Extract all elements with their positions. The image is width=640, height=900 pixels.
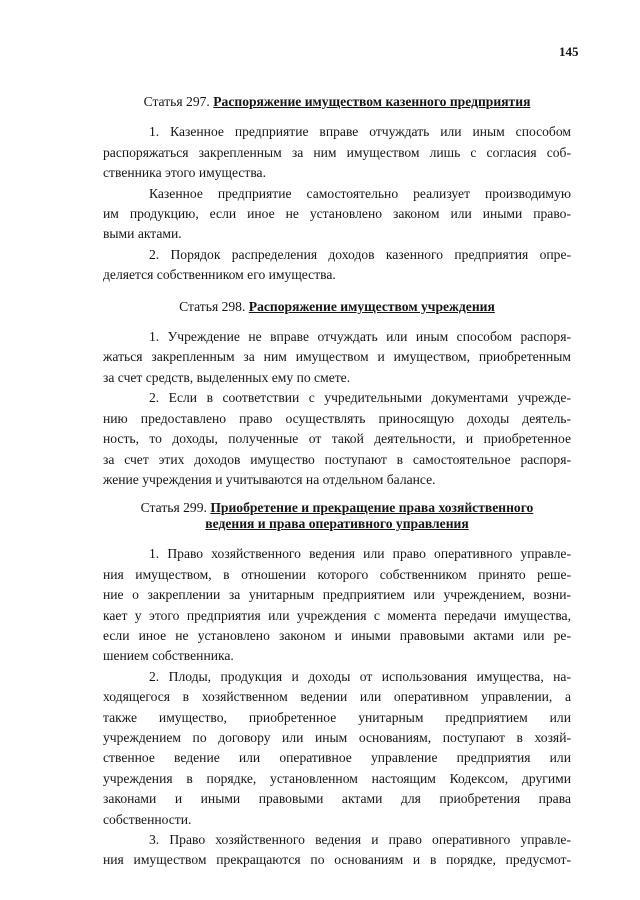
text-line: 2. Если в соответствии с учредительными документами учрежде- <box>149 390 571 406</box>
text-line: 1. Учреждение не вправе отчуждать или иным способом распоря- <box>149 329 571 345</box>
text-line: собственности. <box>103 811 192 827</box>
text-line: ния имуществом, в отношении которого собственником принято реше- <box>103 566 571 582</box>
article-heading-line <box>103 516 571 532</box>
text-line: ность, то доходы, полученные от такой деятельности, и приобретенное <box>103 431 571 447</box>
text-line: 2. Порядок распределения доходов казенного предприятия опре- <box>149 246 571 262</box>
article-298 <box>103 297 571 491</box>
text-line: ственника этого имущества. <box>103 165 266 181</box>
text-line: 2. Плоды, продукция и доходы от использования имущества, на- <box>149 668 571 684</box>
text-line: ственное ведение или оперативное управление предприятия или <box>103 750 571 766</box>
article-heading <box>103 92 571 112</box>
text-line: им продукцию, если иное не установлено законом или иными право- <box>103 206 571 222</box>
article-297 <box>103 92 571 286</box>
page-number: 145 <box>559 44 579 59</box>
text-line: законами и иными правовыми актами для приобретения права <box>103 791 571 807</box>
text-line: также имущество, приобретенное унитарным предприятием или <box>103 709 571 725</box>
text-line: распоряжаться закрепленным за ним имуществом лишь с согласия соб- <box>103 144 571 160</box>
paragraph <box>103 544 571 666</box>
text-line: 1. Казенное предприятие вправе отчуждать или иным способом <box>149 124 571 140</box>
article-label: Статья 297. <box>143 94 210 109</box>
text-line: выми актами. <box>103 226 182 242</box>
article-heading <box>103 297 571 317</box>
article-heading-line <box>103 500 571 516</box>
article-title: Приобретение и прекращение права хозяйственного <box>210 500 534 516</box>
text-line: учреждением по договору или иным основаниям, поступают в хозяй- <box>103 729 571 745</box>
article-title: Распоряжение имуществом учреждения <box>248 298 495 314</box>
text-line: кает у этого предприятия или учреждения с момента передачи имущества, <box>103 607 571 623</box>
text-line: Казенное предприятие самостоятельно реализует производимую <box>149 185 571 201</box>
paragraph <box>103 388 571 490</box>
text-line: ния имуществом прекращаются по основаниям и в порядке, предусмот- <box>103 852 571 868</box>
paragraph <box>103 122 571 183</box>
article-title: Распоряжение имуществом казенного предприятия <box>213 94 531 109</box>
text-line: ние о закреплении за унитарным предприятием или учреждением, возни- <box>103 587 571 603</box>
text-line: жение учреждения и учитываются на отдельном балансе. <box>103 471 436 487</box>
text-line: за счет средств, выделенных ему по смете. <box>103 369 351 385</box>
article-label: Статья 299. <box>140 500 207 516</box>
text-line: если иное не установлено законом и иными правовыми актами или ре- <box>103 627 571 643</box>
text-line: 3. Право хозяйственного ведения и право оперативного управле- <box>149 832 571 847</box>
paragraph <box>103 184 571 245</box>
document-body <box>103 92 571 871</box>
text-line: деляется собственником его имущества. <box>103 267 336 283</box>
paragraph <box>103 830 571 871</box>
paragraph <box>103 667 571 830</box>
text-line: шением собственника. <box>103 648 234 664</box>
article-title: ведения и права оперативного управления <box>205 516 469 532</box>
article-label: Статья 298. <box>179 298 246 314</box>
text-line: ходящегося в хозяйственном ведении или оперативном управлении, а <box>103 689 571 705</box>
text-line: нию предоставлено право осуществлять приносящую доходы деятель- <box>103 410 571 426</box>
text-line: за счет этих доходов имущество поступают в самостоятельное распоря- <box>103 451 571 467</box>
text-line: 1. Право хозяйственного ведения или право оперативного управле- <box>149 546 571 562</box>
article-299 <box>103 500 571 871</box>
paragraph <box>103 327 571 388</box>
text-line: жаться закрепленным за ним имуществом и имуществом, приобретенным <box>103 349 571 365</box>
article-heading <box>103 500 571 532</box>
paragraph <box>103 245 571 286</box>
text-line: учреждения в порядке, установленном настоящим Кодексом, другими <box>103 770 571 786</box>
